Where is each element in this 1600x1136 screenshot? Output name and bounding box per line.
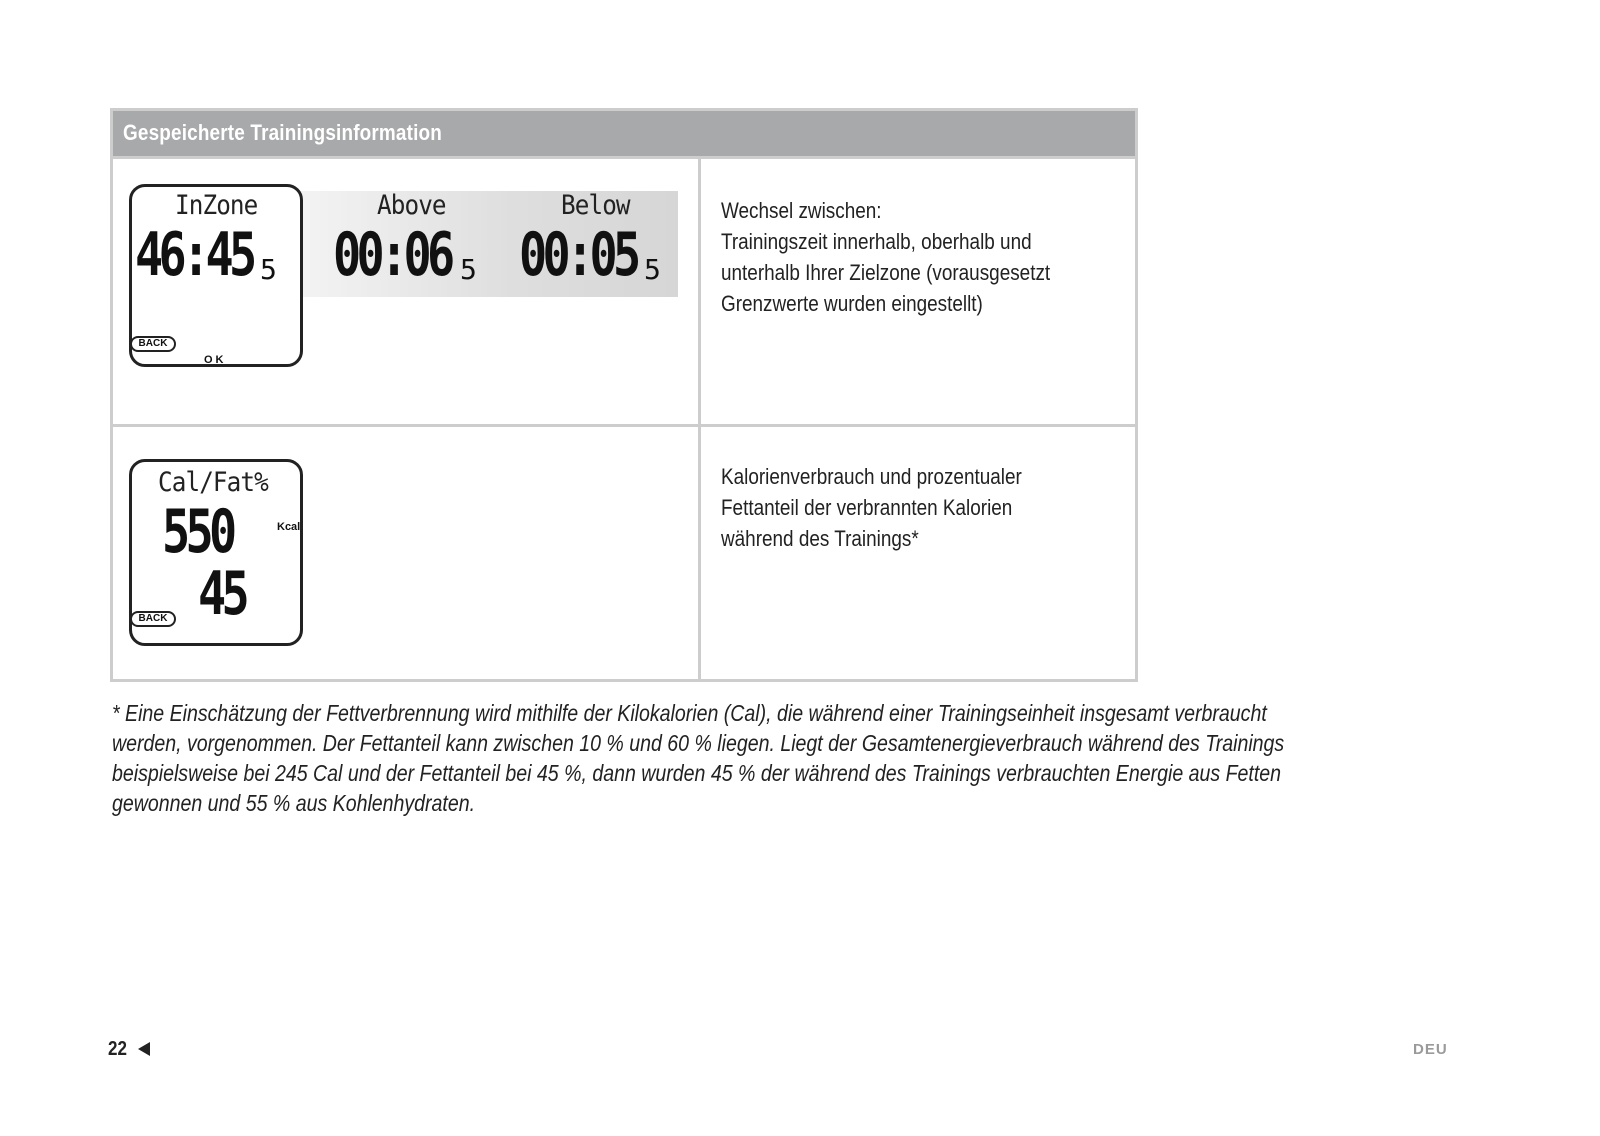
lcd-seconds-below: 5 bbox=[644, 253, 661, 286]
footnote-line: * Eine Einschätzung der Fettverbrennung wird mithilfe der Kilokalorien (Cal), die während einer Trainingseinheit insgesamt verbraucht bbox=[112, 700, 1267, 726]
description-line: während des Trainings* bbox=[721, 526, 919, 551]
lcd-seconds-above: 5 bbox=[460, 253, 477, 286]
page-number: 22 bbox=[108, 1038, 127, 1060]
description-line: Wechsel zwischen: bbox=[721, 198, 882, 223]
footnote-line: werden, vorgenommen. Der Fettanteil kann zwischen 10 % und 60 % liegen. Liegt der Gesamtenergieverbrauch während des Trainings bbox=[112, 730, 1285, 756]
training-info-table bbox=[110, 108, 1138, 682]
back-button-icon: BACK bbox=[130, 336, 176, 352]
ok-button-label: OK bbox=[204, 354, 227, 366]
row-divider bbox=[113, 424, 1135, 427]
description-line: Kalorienverbrauch und prozentualer bbox=[721, 464, 1022, 489]
kcal-unit-label: Kcal bbox=[277, 521, 301, 533]
lcd-label-inzone: InZone bbox=[175, 190, 258, 221]
lcd-label-above: Above bbox=[377, 190, 446, 221]
lcd-label-below: Below bbox=[561, 190, 630, 221]
lcd-value-fat-percent: 45 bbox=[198, 559, 245, 629]
lcd-seconds-inzone: 5 bbox=[260, 253, 277, 286]
back-button-icon: BACK bbox=[130, 611, 176, 627]
footnote-line: beispielsweise bei 245 Cal und der Fettanteil bei 45 %, dann wurden 45 % der während des Trainings verbrauchten Energie aus Fetten bbox=[112, 760, 1282, 786]
description-line: unterhalb Ihrer Zielzone (vorausgesetzt bbox=[721, 260, 1051, 285]
lcd-value-inzone: 46:45 bbox=[135, 220, 253, 290]
footnote-line: gewonnen und 55 % aus Kohlenhydraten. bbox=[112, 790, 476, 816]
lcd-value-calories: 550 bbox=[162, 497, 233, 567]
back-arrow-icon[interactable] bbox=[138, 1042, 150, 1056]
description-line: Trainingszeit innerhalb, oberhalb und bbox=[721, 229, 1032, 254]
footnote bbox=[112, 698, 1302, 818]
description-time-zones bbox=[721, 195, 1074, 319]
description-line: Fettanteil der verbrannten Kalorien bbox=[721, 495, 1013, 520]
description-calories bbox=[721, 461, 1074, 554]
description-line: Grenzwerte wurden eingestellt) bbox=[721, 291, 983, 316]
watch-display-calories bbox=[129, 459, 303, 646]
table-title: Gespeicherte Trainingsinformation bbox=[123, 120, 442, 145]
column-divider bbox=[698, 159, 701, 679]
lcd-label-calfat: Cal/Fat% bbox=[158, 467, 268, 498]
lcd-value-below: 00:05 bbox=[519, 220, 637, 290]
language-code: DEU bbox=[1413, 1041, 1448, 1058]
lcd-value-above: 00:06 bbox=[333, 220, 451, 290]
table-header bbox=[113, 111, 1135, 159]
